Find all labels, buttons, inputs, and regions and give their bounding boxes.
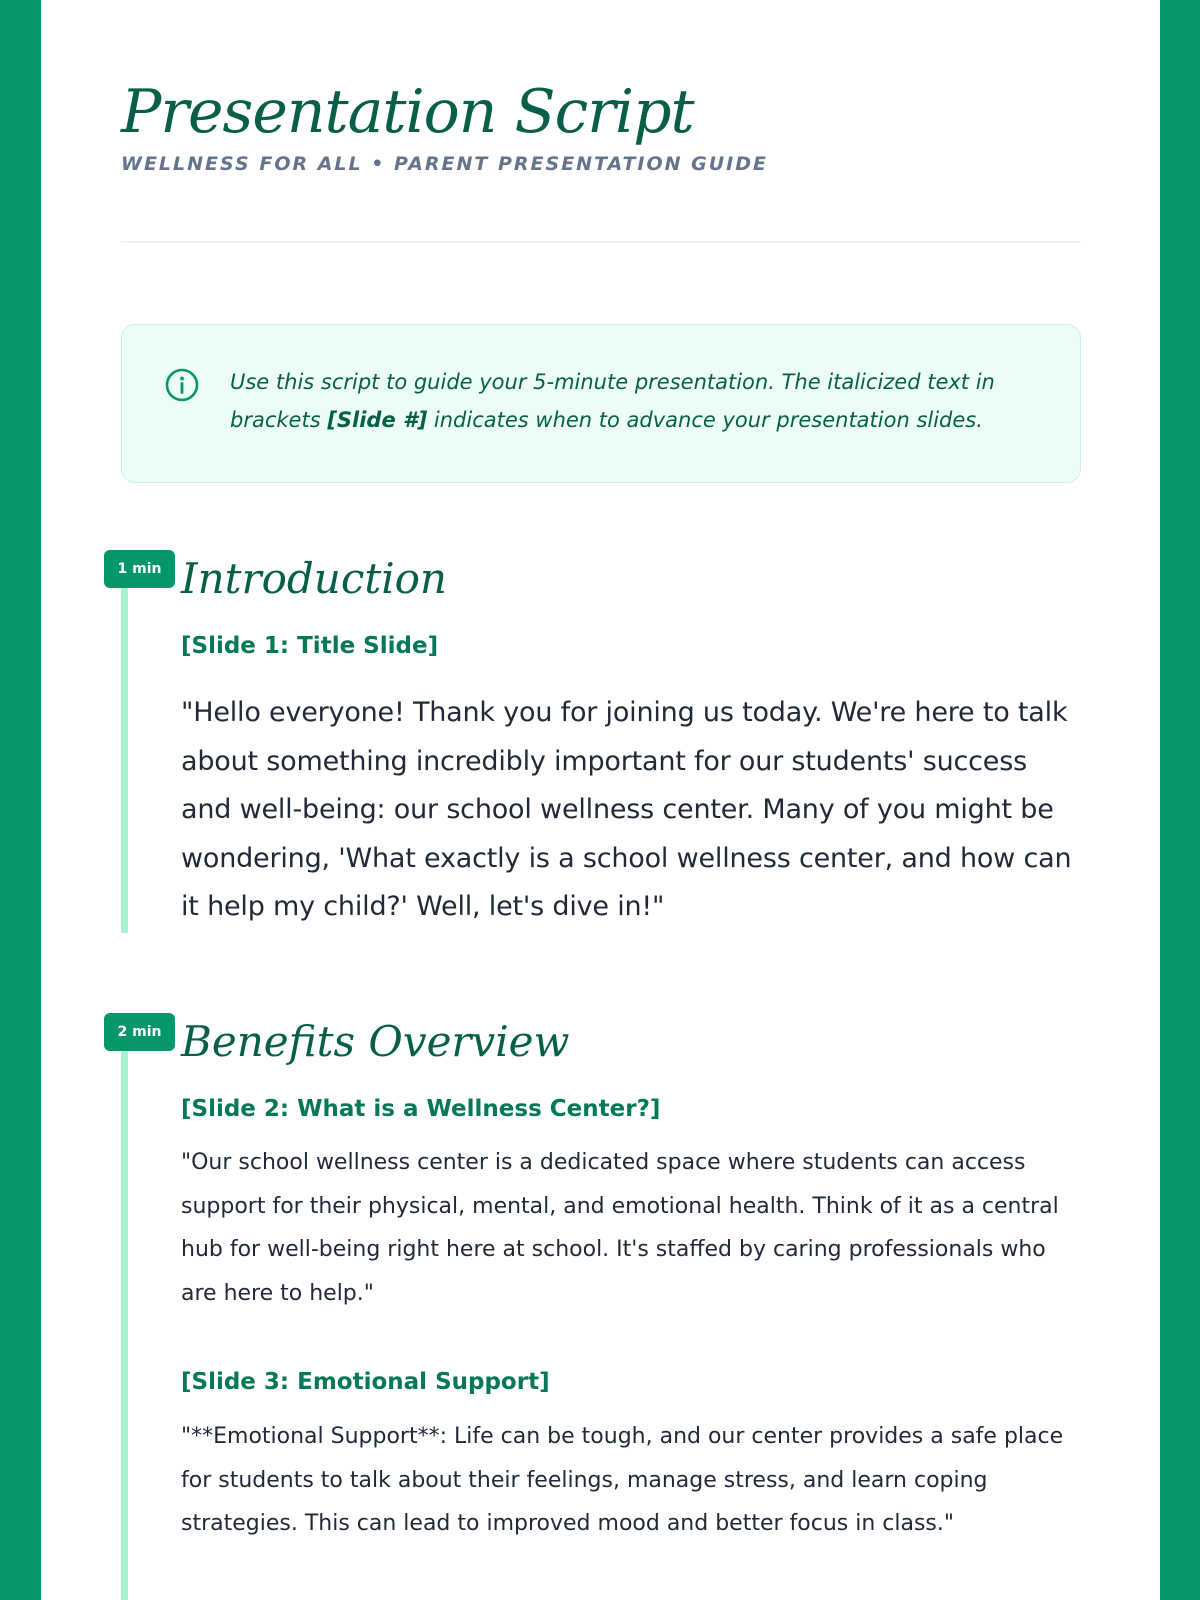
section-title: Introduction: [181, 554, 447, 603]
page-title: Presentation Script: [121, 77, 694, 147]
script-paragraph: "Our school wellness center is a dedicated space where students can access support for their physical, mental, and emotional health. Think of it as a central hub for well-being right here at school. It's staffed by caring professionals who are here to help.": [181, 1150, 1059, 1306]
slide-cue: [Slide 2: What is a Wellness Center?]: [181, 1096, 661, 1122]
time-badge: 2 min: [104, 1013, 175, 1051]
section-timeline-bar: [121, 580, 128, 933]
time-badge: 1 min: [104, 550, 175, 588]
header-divider: [121, 241, 1081, 243]
page-header: [121, 78, 1081, 175]
info-text-part: Use this script to guide your 5-minute presentation. The italicized text in brackets: [230, 370, 995, 432]
info-callout: [121, 324, 1081, 483]
section-title: Benefits Overview: [181, 1017, 570, 1066]
page-subtitle: WELLNESS FOR ALL • PARENT PRESENTATION GUIDE: [121, 153, 768, 175]
section-timeline-bar: [121, 1043, 128, 1600]
info-icon: [164, 367, 200, 403]
script-paragraph: "Hello everyone! Thank you for joining us today. We're here to talk about something incredibly important for our students' success and well-being: our school wellness center. Many of you might be wondering, 'What exactly is a school wellness center, and how can it help my child?' Well, let's dive in!": [181, 697, 1072, 922]
script-paragraph: "**Emotional Support**: Life can be tough, and our center provides a safe place for students to talk about their feelings, manage stress, and learn coping strategies. This can lead to improved mood and better focus in class.": [181, 1424, 1064, 1536]
info-text-highlight: [Slide #]: [327, 408, 428, 432]
document-page: [41, 0, 1160, 1600]
slide-cue: [Slide 1: Title Slide]: [181, 633, 439, 659]
section-introduction: [117, 550, 1081, 933]
slide-cue: [Slide 3: Emotional Support]: [181, 1369, 550, 1395]
section-benefits-overview: [117, 1013, 1081, 1600]
info-text-part: indicates when to advance your presentation slides.: [427, 408, 983, 432]
info-text: [230, 363, 1050, 439]
